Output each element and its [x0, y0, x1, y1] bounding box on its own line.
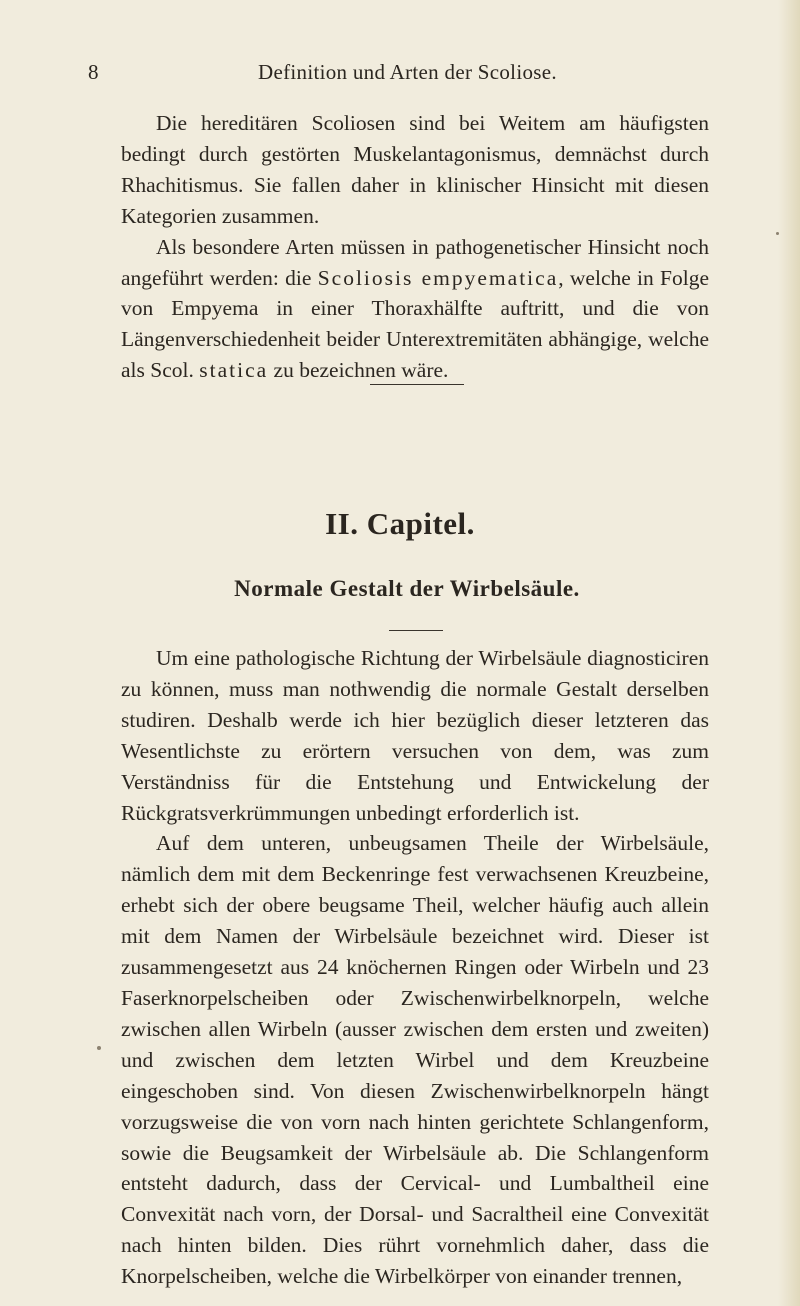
paper-speck: [97, 1046, 101, 1050]
section-divider: [370, 384, 464, 385]
paragraph: Auf dem unteren, unbeugsamen Theile der Wirbelsäule, nämlich dem mit dem Beckenringe fest verwachsenen Kreuzbeine, erhebt sich der obere beugsame Theil, welcher häufig auch allein mit dem Namen der Wirbelsäule bezeichnet wird. Dieser ist zusammengesetzt aus 24 knöchernen Ringen oder Wirbeln und 23 Faserknorpelscheiben oder Zwischenwirbelknorpeln, welche zwischen allen Wirbeln (ausser zwischen dem ersten und zweiten) und zwischen dem letzten Wirbel und dem Kreuzbeine eingeschoben sind. Von diesen Zwischenwirbelknorpeln hängt vorzugsweise die von vorn nach hinten gerichtete Schlangenform, sowie die Beugsamkeit der Wirbelsäule ab. Die Schlangenform entsteht dadurch, dass der Cervical- und Lumbaltheil eine Convexität nach vorn, der Dorsal- und Sacraltheil eine Convexität nach hinten bilden. Dies rührt vornehmlich daher, dass die Knorpelscheiben, welche die Wirbelkörper von einander trennen,: [121, 831, 709, 1289]
page-edge-shadow: [778, 0, 800, 1306]
paper-speck: [776, 232, 779, 235]
paragraph: Die hereditären Scoliosen sind bei Weitem am häufigsten bedingt durch gestörten Muskelantagonismus, demnächst durch Rhachitismus. Sie fallen daher in klinischer Hinsicht mit diesen Kategorien zusammen.: [121, 111, 709, 228]
paragraph: Um eine pathologische Richtung der Wirbelsäule diagnosticiren zu können, muss man nothwendig die normale Gestalt derselben studiren. Deshalb werde ich hier bezüglich dieser letzteren das Wesentlichste zu erörtern versuchen von dem, was zum Verständniss für die Entstehung und Entwickelung der Rückgratsverkrümmungen unbedingt erforderlich ist.: [121, 646, 709, 825]
chapter-subtitle: Normale Gestalt der Wirbelsäule.: [234, 576, 580, 601]
running-title: Definition und Arten der Scoliose.: [258, 60, 557, 84]
page-number: 8: [88, 60, 99, 84]
title-divider: [389, 630, 443, 631]
text-block-normal-spine: [121, 643, 709, 1292]
chapter-title: II. Capitel.: [325, 506, 475, 541]
text-block-hereditary-scoliosis: [121, 108, 709, 386]
emphasis-term: statica: [199, 358, 269, 383]
emphasis-term: Scoliosis empyematica: [317, 265, 559, 290]
text-run: zu bezeichnen wäre.: [268, 358, 449, 383]
running-header: [88, 60, 708, 90]
text-run: , welche in Folge von Empyema in einer Thoraxhälfte auftritt, und die von Längenverschiedenheit beider Unterextremitäten abhängige, welche als Scol.: [121, 265, 710, 383]
paragraph: [121, 232, 709, 387]
text-run: Als besondere Arten müssen in pathogenetischer Hinsicht noch angeführt werden: die: [121, 234, 709, 290]
